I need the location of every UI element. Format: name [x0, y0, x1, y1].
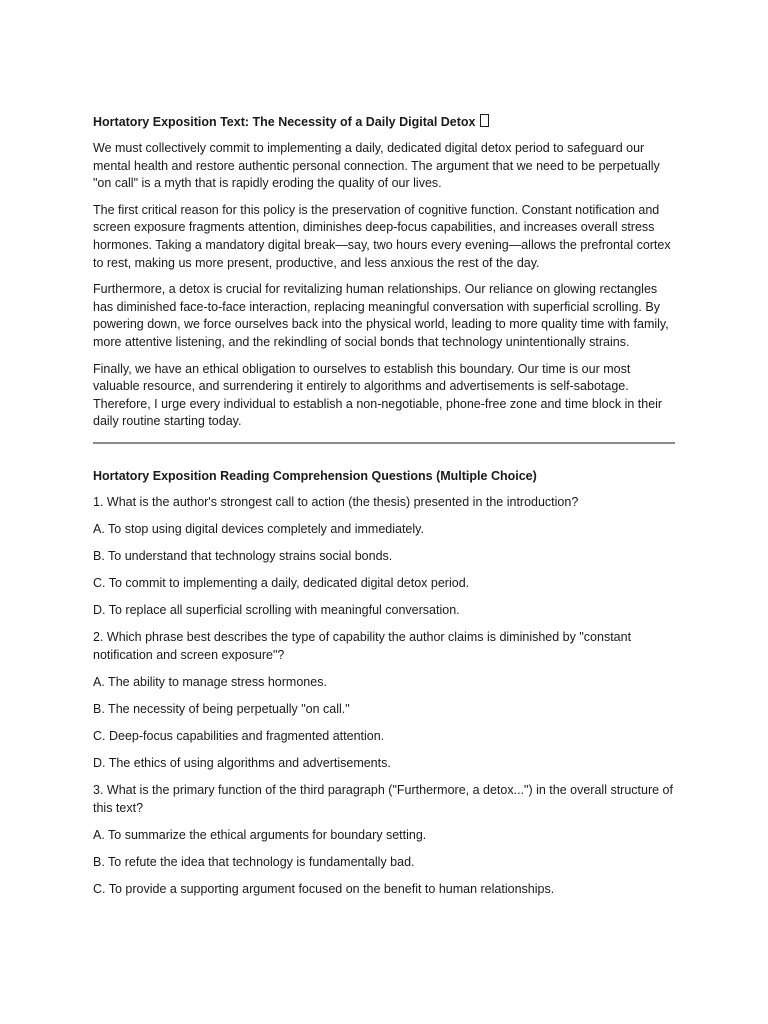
- question-3-option-a: A. To summarize the ethical arguments for boundary setting.: [93, 828, 427, 843]
- question-3-option-c: C. To provide a supporting argument focused on the benefit to human relationships.: [93, 882, 555, 897]
- question-2: 2. Which phrase best describes the type of capability the author claims is diminished by "constant notification and screen exposure"?: [93, 630, 632, 662]
- question-1-option-c: C. To commit to implementing a daily, dedicated digital detox period.: [93, 576, 470, 591]
- question-2-option-b: B. The necessity of being perpetually "on call.": [93, 702, 350, 717]
- question-2-option-a: A. The ability to manage stress hormones.: [93, 675, 327, 690]
- conclusion-paragraph: Finally, we have an ethical obligation to ourselves to establish this boundary. Our time is our most valuable resource, and surrendering it entirely to algorithms and advertisements is self-sabotage. Therefore, I urge every individual to establish a non-negotiable, phone-free zone and time block in their daily routine starting today.: [93, 361, 663, 429]
- question-1: 1. What is the author's strongest call to action (the thesis) presented in the introduction?: [93, 494, 579, 509]
- horizontal-divider: [93, 442, 675, 444]
- intro-paragraph: We must collectively commit to implementing a daily, dedicated digital detox period to safeguard our mental health and restore authentic personal connection. The argument that we need to be perpetually "on call" is a myth that is rapidly eroding the quality of our lives.: [93, 141, 660, 191]
- article-title: [93, 114, 675, 131]
- article-title-text: Hortatory Exposition Text: The Necessity of a Daily Digital Detox: [93, 115, 476, 129]
- argument-paragraph-1: The first critical reason for this policy is the preservation of cognitive function. Constant notification and screen exposure fragments attention, diminishes deep-focus capabilities, and increases overall stress hormones. Taking a mandatory digital break—say, two hours every evening—allows the prefrontal cortex to rest, making us more present, productive, and less anxious the rest of the day.: [93, 202, 671, 270]
- question-2-option-c: C. Deep-focus capabilities and fragmented attention.: [93, 729, 385, 744]
- questions-heading: Hortatory Exposition Reading Comprehension Questions (Multiple Choice): [93, 468, 537, 483]
- question-1-option-d: D. To replace all superficial scrolling with meaningful conversation.: [93, 603, 460, 618]
- question-1-option-a: A. To stop using digital devices completely and immediately.: [93, 522, 424, 536]
- question-3: 3. What is the primary function of the third paragraph ("Furthermore, a detox...") in the overall structure of this text?: [93, 783, 673, 816]
- question-1-option-b: B. To understand that technology strains social bonds.: [93, 549, 393, 564]
- question-3-option-b: B. To refute the idea that technology is fundamentally bad.: [93, 855, 415, 870]
- question-2-option-d: D. The ethics of using algorithms and advertisements.: [93, 756, 391, 771]
- document-page: [93, 106, 675, 908]
- argument-paragraph-2: Furthermore, a detox is crucial for revitalizing human relationships. Our reliance on glowing rectangles has diminished face-to-face interaction, replacing meaningful conversation with superficial scrolling. By powering down, we force ourselves back into the physical world, leading to more quality time with family, more attentive listening, and the rekindling of social bonds that technology unintentionally strains.: [93, 282, 669, 349]
- missing-character-icon: [480, 114, 489, 127]
